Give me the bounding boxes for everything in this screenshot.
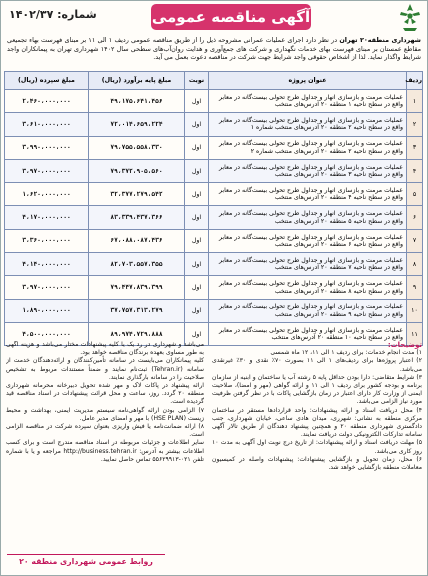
deposit-amount: ۴،۱۴۰،۰۰۰،۰۰۰	[5, 253, 89, 276]
tenders-table	[4, 71, 423, 346]
tender-turn: اول	[185, 229, 209, 252]
header-project-title: عنوان پروژه	[209, 72, 407, 90]
note-item: ۶) محل، زمان تحویل و بازگشایی پیشنهادات: پیشنهادات واصله در کمیسیون معاملات منطقه بازگشایی خواهد شد.	[212, 455, 422, 472]
row-number: ۷	[407, 229, 423, 252]
project-title: عملیات مرمت و بازسازی انهار و جداول طرح تحولی بیست‌گانه در معابر واقع در سطح ناحیه ۱ منطقه ۲۰ آدرس‌های منتخب	[209, 90, 407, 113]
row-number: ۲	[407, 113, 423, 136]
deposit-amount: ۴،۵۰۰،۰۰۰،۰۰۰	[5, 322, 89, 345]
deposit-amount: ۱،۸۹۰،۰۰۰،۰۰۰	[5, 299, 89, 322]
tender-turn: اول	[185, 113, 209, 136]
base-estimate: ۶۷،۰۸۸،۰۸۷،۴۳۶	[89, 229, 185, 252]
note-item: ۱) مدت انجام خدمات: برای ردیف ۱ الی ۱۱، ۱۲ ماه شمسی	[270, 349, 422, 357]
header-base-estimate: مبلغ پایه برآورد (ریال)	[89, 72, 185, 90]
tender-turn: اول	[185, 159, 209, 182]
row-number: ۹	[407, 276, 423, 299]
base-estimate: ۸۳،۳۳۹،۴۳۷،۳۶۶	[89, 206, 185, 229]
notes-right-column	[212, 341, 422, 556]
base-estimate: ۸۲،۷۰۳،۵۵۷،۳۵۵	[89, 253, 185, 276]
tender-turn: اول	[185, 90, 209, 113]
note-item: می‌باشد و شهرداری در رد یک یا کلیه پیشنهادات مختار می‌باشد و هزینه آگهی به طور مساوی بعهده برندگان مناقصه خواهد بود.	[6, 341, 204, 357]
row-number: ۱۰	[407, 299, 423, 322]
project-title: عملیات مرمت و بازسازی انهار و جداول طرح تحولی بیست‌گانه در معابر واقع در سطح ناحیه ۶ منطقه ۲۰ آدرس‌های منتخب	[209, 229, 407, 252]
project-title: عملیات مرمت و بازسازی انهار و جداول طرح تحولی بیست‌گانه در معابر واقع در سطح ناحیه ۷ منطقه ۲۰ آدرس‌های منتخب	[209, 253, 407, 276]
deposit-amount: ۳،۳۶۰،۰۰۰،۰۰۰	[5, 229, 89, 252]
notice-header	[1, 1, 427, 35]
row-number: ۱	[407, 90, 423, 113]
notice-number: شماره: ۱۴۰۲/۳۷	[9, 8, 97, 21]
note-item: ۸) ارائه ضمانت‌نامه یا فیش واریزی بعنوان سپرده شرکت در مناقصه الزامی است.	[6, 423, 204, 439]
tender-turn: اول	[185, 136, 209, 159]
base-estimate: ۷۲،۰۱۴،۶۵۹،۲۲۴	[89, 113, 185, 136]
base-estimate: ۴۹،۱۷۵،۶۴۱،۴۵۶	[89, 90, 185, 113]
base-estimate: ۷۹،۴۴۷،۸۳۹،۳۹۹	[89, 276, 185, 299]
deposit-amount: ۳،۶۱۰،۰۰۰،۰۰۰	[5, 113, 89, 136]
base-estimate: ۸۹،۹۷۴،۷۲۹،۸۸۸	[89, 322, 185, 345]
table-row	[5, 229, 423, 252]
intro-text: در نظر دارد اجرای عملیات عمرانی مشروحه ذیل را از طریق مناقصه عمومی ردیف ۱ الی ۱۱ بر مبنای فهرست بهاء تجمیعی مقاطع عمستان بر مبنای فهرست بهای خدمات نگهداری و شرکت های جمع‌آوری و هدایت روان‌آب‌های سطحی سال ۱۴۰۲ شهرداری تهران به پیمانکاران واجد شرایط واگذار نماید. لذا از اشخاص حقوقی واجد شرایط جهت شرکت در مناقصه دعوت بعمل می آید.	[7, 36, 421, 61]
footer-signature: روابط عمومی شهرداری منطقه ۲۰	[7, 554, 165, 569]
project-title: عملیات مرمت و بازسازی انهار و جداول طرح تحولی بیست‌گانه در معابر واقع در سطح ناحیه ۹ منطقه ۲۰ آدرس‌های منتخب	[209, 299, 407, 322]
tender-turn: اول	[185, 183, 209, 206]
notes-left-column	[6, 341, 204, 556]
tender-turn: اول	[185, 253, 209, 276]
base-estimate: ۷۹،۷۵۵،۵۵۸،۳۳۰	[89, 136, 185, 159]
note-item: ۵) مهلت دریافت اسناد و ارائه پیشنهادات: از تاریخ درج نوبت اول آگهی به مدت ۱۰ روز کاری می‌باشد.	[212, 439, 422, 455]
base-estimate: ۷۹،۳۷۲،۹۰۵،۵۶۰	[89, 159, 185, 182]
project-title: عملیات مرمت و بازسازی انهار و جداول طرح تحولی بیست‌گانه در معابر واقع در سطح ناحیه ۲ منطقه ۲۰ آدرس‌های منتخب شماره ۲	[209, 136, 407, 159]
table-row	[5, 90, 423, 113]
project-title: عملیات مرمت و بازسازی انهار و جداول طرح تحولی بیست‌گانه در معابر واقع در سطح ناحیه ۳ منطقه ۲۰ آدرس‌های منتخب	[209, 159, 407, 182]
deposit-amount: ۱،۶۲۰،۰۰۰،۰۰۰	[5, 183, 89, 206]
note-item: ۴) محل دریافت اسناد و ارائه پیشنهادات: واحد قراردادها مستقر در ساختمان مرکزی منطقه به نشانی: شهرری، میدان هادی ساعی، خیابان شهرداری، جنب دادگستری شهرداری منطقه ۲۰ و همچنین پیشنهاد دهندگان از طریق تالار آگهی سامانه تدارکات الکترونیکی دولت دریافت نمایند.	[212, 406, 422, 439]
table-row	[5, 253, 423, 276]
row-number: ۳	[407, 136, 423, 159]
row-number: ۴	[407, 159, 423, 182]
table-row	[5, 299, 423, 322]
row-number: ۶	[407, 206, 423, 229]
municipality-logo-icon	[395, 2, 425, 34]
row-number: ۸	[407, 253, 423, 276]
table-row	[5, 276, 423, 299]
tender-turn: اول	[185, 206, 209, 229]
note-item: ارائه پیشنهاد در پاکات لاک و مهر شده تحویل دبیرخانه محرمانه شهرداری منطقه ۲۰ گردد. روز، ساعت و محل قرائت پیشنهادات در اسناد مناقصه قید گردیده است.	[6, 382, 204, 406]
row-number: ۵	[407, 183, 423, 206]
base-estimate: ۳۷،۷۵۷،۳۱۳،۲۷۹	[89, 299, 185, 322]
notice-title-banner: آگهی مناقصه عمومی	[151, 4, 311, 30]
organization-name: شهرداری منطقه۲۰ تهران	[339, 36, 421, 44]
tender-turn: اول	[185, 299, 209, 322]
deposit-amount: ۳،۹۷۰،۰۰۰،۰۰۰	[5, 159, 89, 182]
tender-turn: اول	[185, 322, 209, 345]
table-header-row	[5, 72, 423, 90]
note-item: ۳) شرایط متقاضی: دارا بودن حداقل پایه ۵ رشته آب یا ساختمان و ابنیه از سازمان برنامه و بودجه کشور برای ردیف ۱ الی ۱۱ و ارائه گواهی (مهر و امضا)، صلاحیت ایمنی از وزارت کار دارای اعتبار در زمان بازگشایی پاکات با در نظر گرفتن ظرفیت مورد نیاز الزامی می‌باشد.	[212, 373, 422, 406]
project-title: عملیات مرمت و بازسازی انهار و جداول طرح تحولی بیست‌گانه در معابر واقع در سطح ناحیه ۵ منطقه ۲۰ آدرس‌های منتخب	[209, 206, 407, 229]
table-row	[5, 136, 423, 159]
row-number: ۱۱	[407, 322, 423, 345]
note-item: کلیه پیمانکاران می‌بایست در سامانه تأمین‌کنندگان و ارائه‌دهندگان خدمت از سامانه (Tehran.ir) ثبت‌نام نمایند و ضمناً مستندات مربوط به تشخیص صلاحیت را در سامانه بارگذاری نمایند.	[6, 357, 204, 381]
project-title: عملیات مرمت و بازسازی انهار و جداول طرح تحولی بیست‌گانه در معابر واقع در سطح ناحیه ۴ منطقه ۲۰ آدرس‌های منتخب	[209, 183, 407, 206]
deposit-amount: ۳،۹۹۰،۰۰۰،۰۰۰	[5, 136, 89, 159]
deposit-amount: ۳،۹۷۰،۰۰۰،۰۰۰	[5, 276, 89, 299]
note-item: ۷) الزامی بودن ارائه گواهی‌نامه سیستم مدیریت ایمنی، بهداشت و محیط زیست (HSE PLAN) با مهر و امضای مدیر عامل.	[6, 406, 204, 422]
header-deposit: مبلغ سپرده (ریال)	[5, 72, 89, 90]
table-row	[5, 159, 423, 182]
table-row	[5, 183, 423, 206]
note-item: سایر اطلاعات و جزئیات مربوطه در اسناد مناقصه مندرج است و برای کسب اطلاعات بیشتر به آدرس: http://business.tehran.ir مراجعه و یا با شماره تلفن ۰۲۱-۵۵۶۲۹۹۱۳ تماس حاصل نمایید.	[6, 439, 204, 463]
project-title: عملیات مرمت و بازسازی انهار و جداول طرح تحولی بیست‌گانه در معابر واقع در سطح ناحیه ۸ منطقه ۲۰ آدرس‌های منتخب	[209, 276, 407, 299]
table-row	[5, 113, 423, 136]
intro-paragraph	[7, 36, 421, 70]
header-turn: نوبت	[185, 72, 209, 90]
note-item: ۲) اعتبار پروژه‌ها برای ردیف‌های ۱ الی ۱۱ بصورت ۷۰٪ نقدی و ۳۰٪ غیرنقدی می‌باشد.	[212, 357, 422, 373]
table-row	[5, 206, 423, 229]
notes-title: توضیحات:	[387, 341, 422, 349]
deposit-amount: ۲،۴۶۰،۰۰۰،۰۰۰	[5, 90, 89, 113]
header-row-number: ردیف	[407, 72, 423, 90]
deposit-amount: ۴،۱۷۰،۰۰۰،۰۰۰	[5, 206, 89, 229]
tender-turn: اول	[185, 276, 209, 299]
notes-section	[6, 341, 422, 556]
project-title: عملیات مرمت و بازسازی انهار و جداول طرح تحولی بیست‌گانه در معابر واقع در سطح ناحیه ۲ منطقه ۲۰ آدرس‌های منتخب شماره ۱	[209, 113, 407, 136]
project-title: عملیات مرمت و بازسازی انهار و جداول طرح تحولی بیست‌گانه در معابر واقع در سطح ناحیه ۱۰ منطقه ۲۰ آدرس‌های منتخب	[209, 322, 407, 345]
base-estimate: ۳۲،۳۷۷،۲۷۹،۵۴۲	[89, 183, 185, 206]
